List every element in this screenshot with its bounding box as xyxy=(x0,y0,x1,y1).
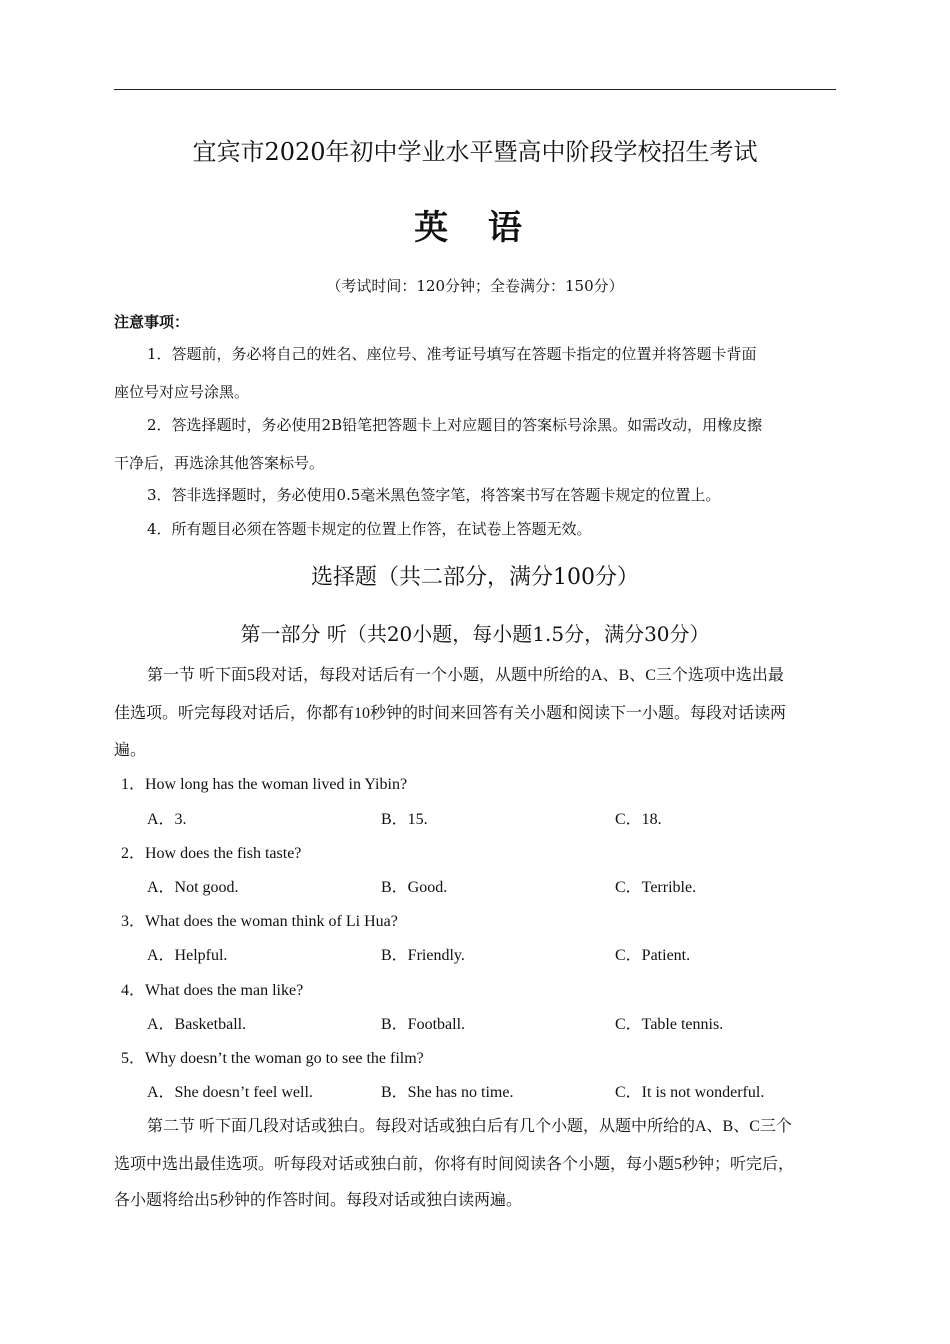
notice-1-line-2: 座位号对应号涂黑。 xyxy=(114,383,250,401)
notice-2-line-1: 2．答选择题时，务必使用2B铅笔把答题卡上对应题目的答案标号涂黑。如需改动，用橡皮擦 xyxy=(147,416,763,434)
top-rule xyxy=(114,89,836,90)
time-note: （考试时间：120分钟；全卷满分：150分） xyxy=(326,277,624,295)
question-4-option-b: B．Football. xyxy=(381,1016,466,1033)
notice-3: 3．答非选择题时，务必使用0.5毫米黑色签字笔，将答案书写在答题卡规定的位置上。 xyxy=(147,486,721,504)
question-1-option-b: B．15. xyxy=(381,811,428,828)
jie1-line-3: 遍。 xyxy=(114,742,147,759)
part1-title: 第一部分 听（共20小题，每小题1.5分，满分30分） xyxy=(240,622,710,646)
jie1-line-2: 佳选项。听完每段对话后，你都有10秒钟的时间来回答有关小题和阅读下一小题。每段对话读两 xyxy=(114,705,787,722)
question-4-stem: 4．What does the man like? xyxy=(121,982,304,999)
question-1-option-a: A．3. xyxy=(147,811,187,828)
question-3-option-c: C．Patient. xyxy=(615,947,691,964)
question-3-option-b: B．Friendly. xyxy=(381,947,465,964)
question-5-option-a: A．She doesn’t feel well. xyxy=(147,1084,313,1101)
question-4-option-c: C．Table tennis. xyxy=(615,1016,724,1033)
jie2-line-3: 各小题将给出5秒钟的作答时间。每段对话或独白读两遍。 xyxy=(114,1192,523,1209)
question-3-option-a: A．Helpful. xyxy=(147,947,228,964)
question-1-option-c: C．18. xyxy=(615,811,662,828)
jie2-line-2: 选项中选出最佳选项。听每段对话或独白前，你将有时间阅读各个小题，每小题5秒钟；听完后， xyxy=(114,1156,795,1173)
notice-4: 4．所有题目必须在答题卡规定的位置上作答，在试卷上答题无效。 xyxy=(147,520,592,538)
question-2-option-c: C．Terrible. xyxy=(615,879,697,896)
question-2-option-a: A．Not good. xyxy=(147,879,239,896)
jie2-line-1: 第二节 听下面几段对话或独白。每段对话或独白后有几个小题，从题中所给的A、B、C三个 xyxy=(147,1118,792,1135)
question-5-stem: 5．Why doesn’t the woman go to see the film? xyxy=(121,1050,424,1067)
question-2-option-b: B．Good. xyxy=(381,879,448,896)
question-4-option-a: A．Basketball. xyxy=(147,1016,247,1033)
notice-heading: 注意事项： xyxy=(114,313,190,331)
question-1-stem: 1．How long has the woman lived in Yibin? xyxy=(121,776,408,793)
notice-2-line-2: 干净后，再选涂其他答案标号。 xyxy=(114,454,325,472)
notice-1-line-1: 1．答题前，务必将自己的姓名、座位号、准考证号填写在答题卡指定的位置并将答题卡背面 xyxy=(147,345,757,363)
question-5-option-c: C．It is not wonderful. xyxy=(615,1084,765,1101)
question-2-stem: 2．How does the fish taste? xyxy=(121,845,302,862)
section-title: 选择题（共二部分，满分100分） xyxy=(311,565,639,590)
question-5-option-b: B．She has no time. xyxy=(381,1084,514,1101)
exam-title: 宜宾市2020年初中学业水平暨高中阶段学校招生考试 xyxy=(192,138,758,166)
subject-title: 英 语 xyxy=(414,208,536,248)
jie1-line-1: 第一节 听下面5段对话，每段对话后有一个小题，从题中所给的A、B、C三个选项中选出最 xyxy=(147,667,784,684)
question-3-stem: 3．What does the woman think of Li Hua? xyxy=(121,913,398,930)
